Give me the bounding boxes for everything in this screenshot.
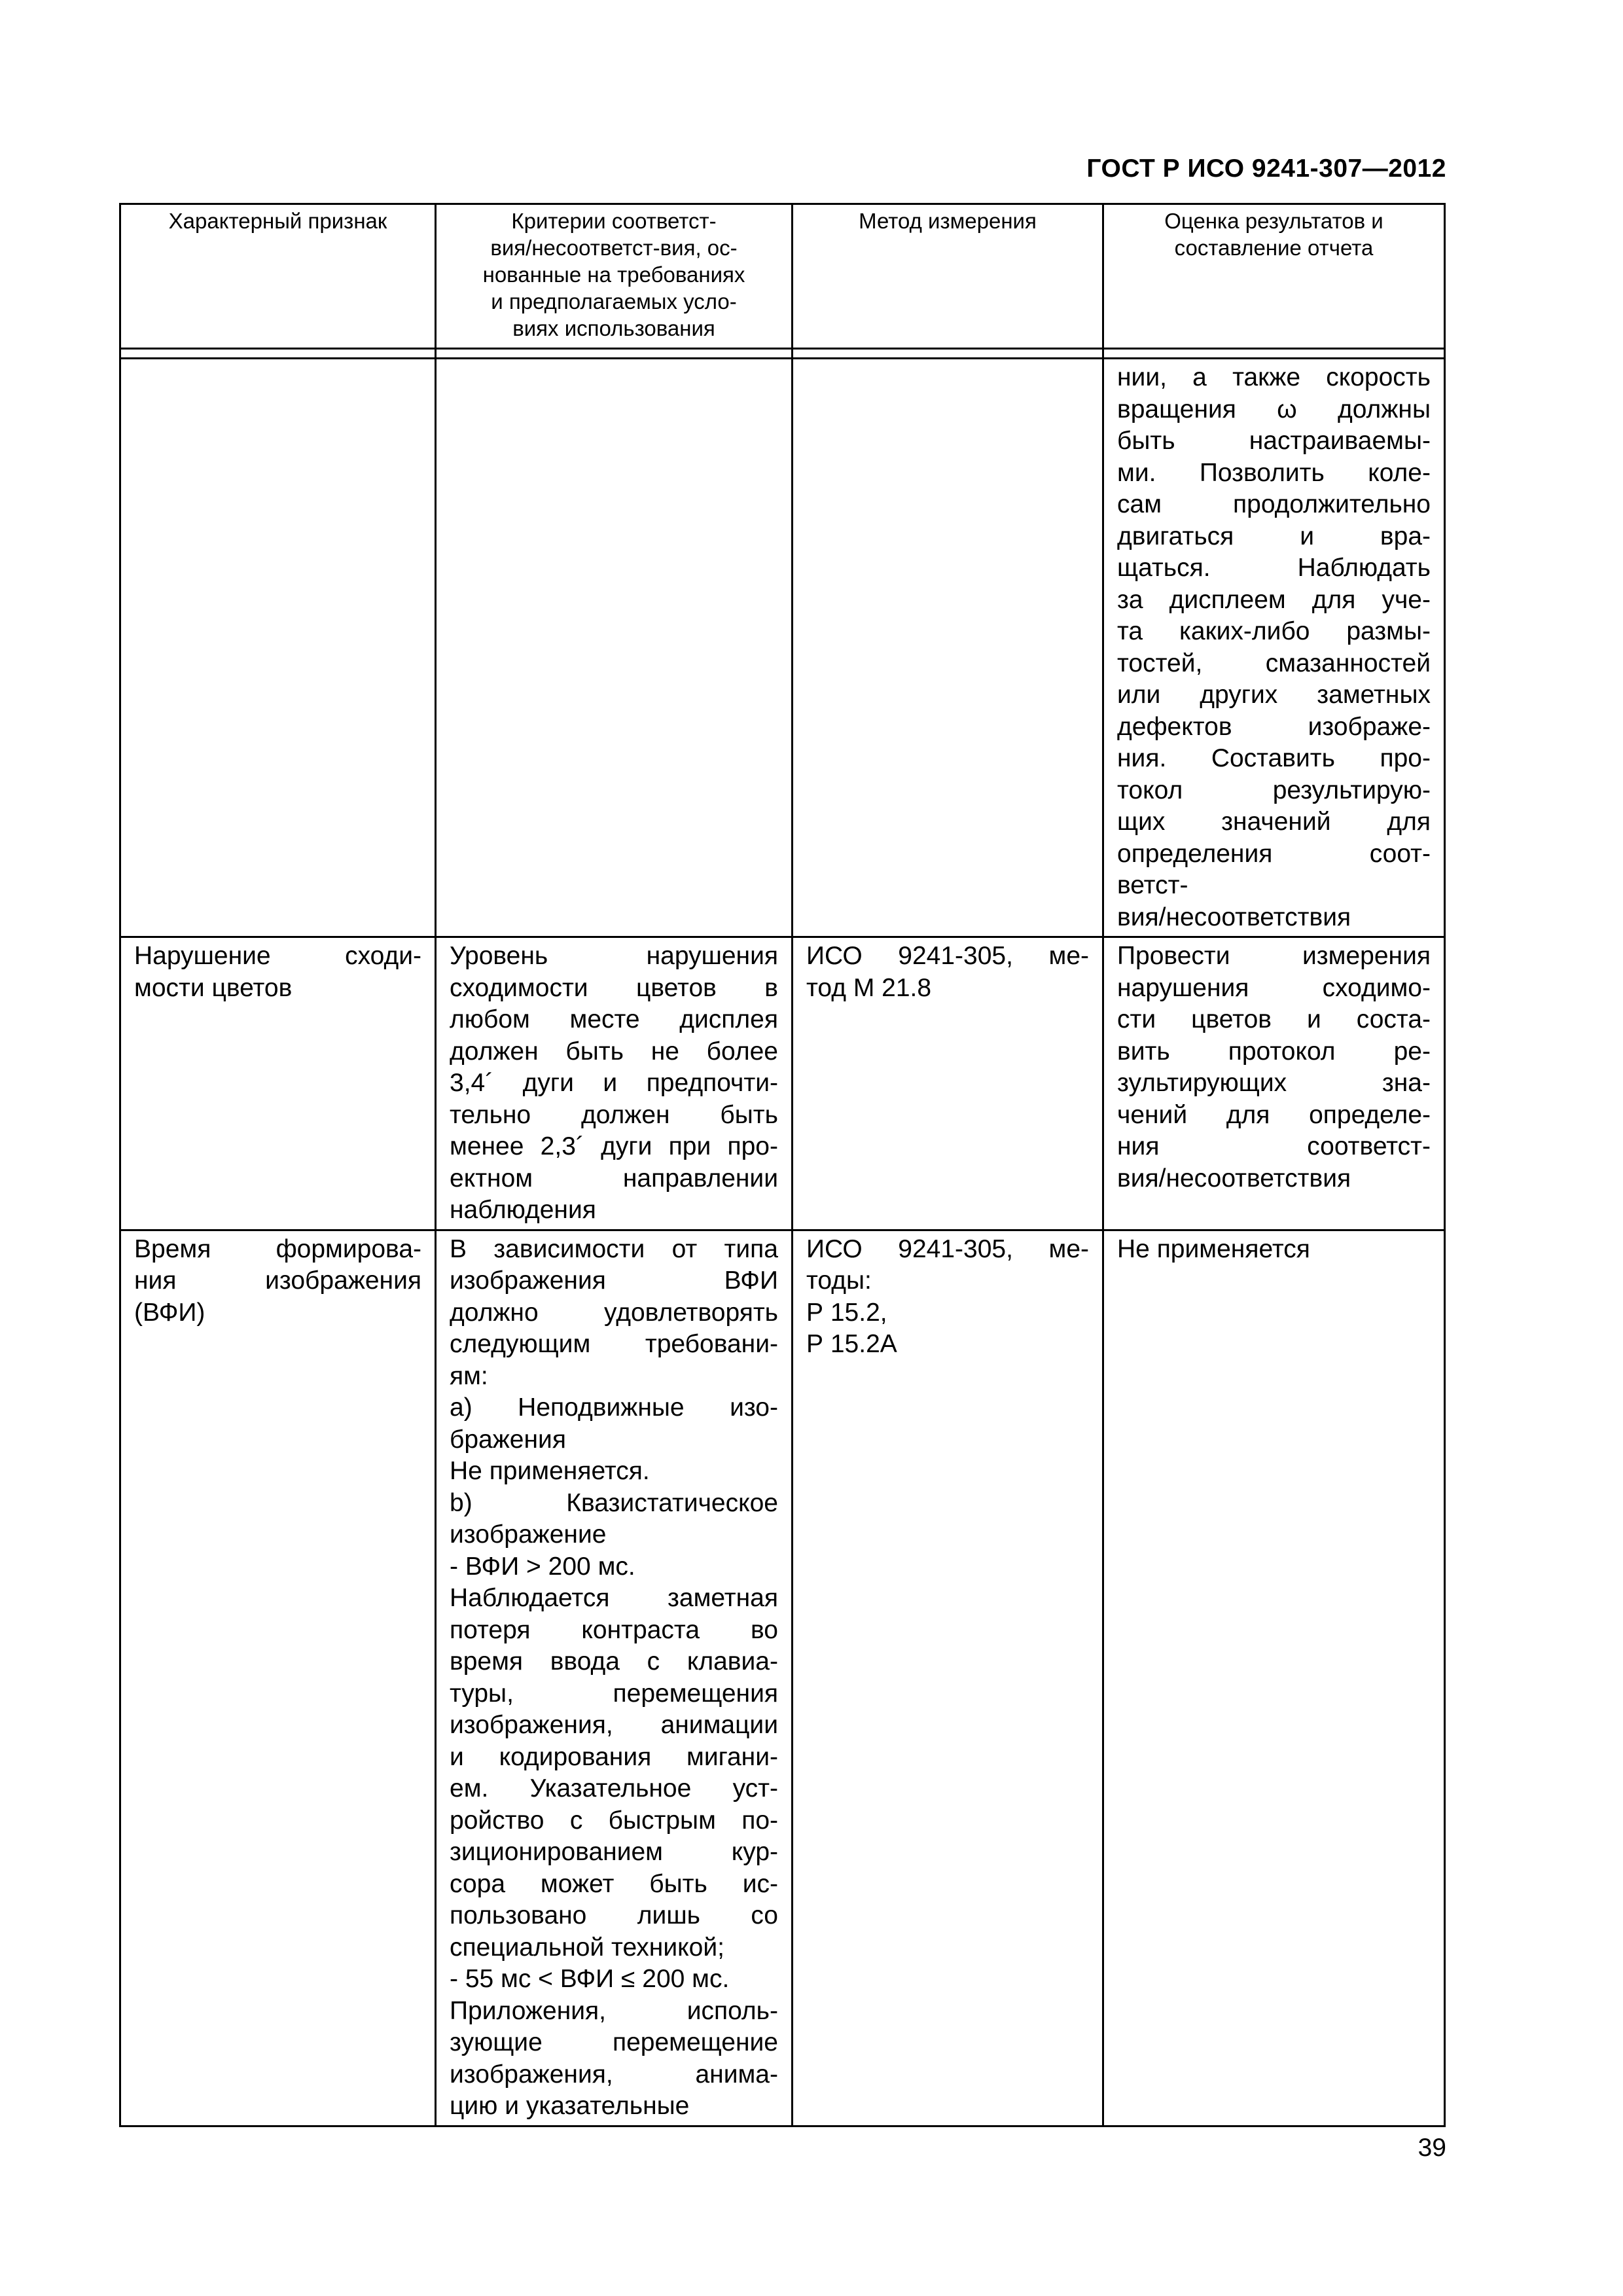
cell-text-line: за дисплеем для уче- (1117, 585, 1431, 614)
cell-text-line: Не применяется. (450, 1457, 650, 1485)
cell-text-line: специальной техникой; (450, 1933, 724, 1962)
cell-text-line: ИСО 9241-305, ме- (806, 942, 1089, 970)
column-header-line: Метод измерения (859, 209, 1037, 233)
column-header-method (793, 204, 1103, 349)
cell-criteria (436, 937, 793, 1230)
cell-text-line: любом месте дисплея (450, 1005, 778, 1033)
cell-text-line: двигаться и вра- (1117, 522, 1431, 550)
cell-text-line: зиционированием кур- (450, 1838, 778, 1866)
cell-text-line: вить протокол ре- (1117, 1037, 1431, 1066)
cell-criteria (436, 1230, 793, 2126)
cell-text-line: - ВФИ > 200 мс. (450, 1552, 635, 1581)
column-header-line: Характерный признак (168, 209, 387, 233)
cell-text-line: тостей, смазанностей (1117, 649, 1431, 677)
cell-text-line: изображения ВФИ (450, 1266, 778, 1295)
cell-feature (120, 1230, 436, 2126)
column-header-line: Критерии соответст- (511, 209, 717, 233)
page-number: 39 (1418, 2134, 1446, 2162)
table-row (120, 359, 1445, 937)
cell-text-line: Наблюдается заметная (450, 1584, 778, 1612)
cell-text-line: щих значений для (1117, 808, 1431, 836)
cell-criteria (436, 359, 793, 937)
cell-text-line: вия/несоответствия (1117, 903, 1351, 931)
cell-text-line: b) Квазистатическое (450, 1488, 778, 1517)
column-header-line: составление отчета (1174, 236, 1374, 260)
cell-text-line: мости цветов (134, 973, 293, 1002)
cell-text-line: ИСО 9241-305, ме- (806, 1234, 1089, 1263)
cell-text-line: ния изображения (134, 1266, 421, 1295)
cell-method (793, 1230, 1103, 2126)
cell-text-line: токол результирую- (1117, 776, 1431, 804)
cell-text-line: ем. Указательное уст- (450, 1774, 778, 1803)
cell-evaluation (1103, 359, 1445, 937)
cell-text-line: Провести измерения (1117, 942, 1431, 970)
cell-feature (120, 359, 436, 937)
cell-text-line: менее 2,3´ дуги при про- (450, 1132, 778, 1160)
column-header-feature (120, 204, 436, 349)
cell-text-line: тоды: (806, 1266, 872, 1295)
cell-text-line: ветст- (1117, 871, 1188, 899)
cell-text-line: пользовано лишь со (450, 1901, 778, 1929)
cell-text-line: определения соот- (1117, 839, 1431, 868)
cell-text-line: ния соответст- (1117, 1132, 1431, 1160)
cell-text-line: сам продолжительно (1117, 490, 1431, 518)
column-header-evaluation (1103, 204, 1445, 349)
cell-text-line: сходимости цветов в (450, 973, 778, 1002)
cell-text-line: изображения, анима- (450, 2060, 778, 2089)
cell-text-line: цию и указательные (450, 2092, 690, 2120)
cell-text-line: ектном направлении (450, 1164, 778, 1193)
cell-text-line: ми. Позволить коле- (1117, 458, 1431, 487)
cell-text-line: быть настраиваемы- (1117, 427, 1431, 455)
cell-method (793, 937, 1103, 1230)
column-header-line: Оценка результатов и (1164, 209, 1383, 233)
cell-text-line: (ВФИ) (134, 1298, 205, 1327)
cell-text-line: вия/несоответствия (1117, 1164, 1351, 1193)
cell-text-line: тельно должен быть (450, 1100, 778, 1129)
column-header-criteria (436, 204, 793, 349)
cell-method (793, 359, 1103, 937)
table-header-row (120, 204, 1445, 349)
cell-text-line: В зависимости от типа (450, 1234, 778, 1263)
cell-text-line: сора может быть ис- (450, 1869, 778, 1898)
cell-text-line: и кодирования мигани- (450, 1742, 778, 1771)
cell-text-line: Р 15.2А (806, 1330, 897, 1358)
table-body (120, 359, 1445, 2126)
cell-feature (120, 937, 436, 1230)
cell-text-line: бражения (450, 1425, 566, 1454)
cell-text-line: Не применяется (1117, 1234, 1310, 1263)
cell-text-line: Р 15.2, (806, 1298, 887, 1327)
cell-text-line: дефектов изображе- (1117, 712, 1431, 741)
header-separator (120, 349, 1445, 359)
cell-text-line: тод М 21.8 (806, 973, 932, 1002)
column-header-line: нованные на требованиях (482, 262, 745, 287)
cell-text-line: нии, а также скорость (1117, 363, 1431, 391)
cell-text-line: а) Неподвижные изо- (450, 1393, 778, 1422)
cell-text-line: ния. Составить про- (1117, 744, 1431, 772)
cell-text-line: туры, перемещения (450, 1679, 778, 1708)
cell-text-line: ям: (450, 1361, 488, 1390)
cell-text-line: щаться. Наблюдать (1117, 554, 1431, 582)
cell-text-line: изображения, анимации (450, 1711, 778, 1739)
cell-text-line: вращения ω должны (1117, 395, 1431, 423)
cell-evaluation (1103, 1230, 1445, 2126)
column-header-line: и предполагаемых усло- (491, 289, 737, 314)
cell-text-line: зующие перемещение (450, 2028, 778, 2056)
cell-evaluation (1103, 937, 1445, 1230)
cell-text-line: следующим требовани- (450, 1330, 778, 1358)
cell-text-line: нарушения сходимо- (1117, 973, 1431, 1002)
table-row (120, 937, 1445, 1230)
cell-text-line: чений для определе- (1117, 1100, 1431, 1129)
cell-text-line: - 55 мс < ВФИ ≤ 200 мс. (450, 1965, 730, 1993)
cell-text-line: зультирующих зна- (1117, 1069, 1431, 1097)
cell-text-line: наблюдения (450, 1196, 596, 1224)
cell-text-line: ройство с быстрым по- (450, 1806, 778, 1835)
cell-text-line: сти цветов и соста- (1117, 1005, 1431, 1033)
cell-text-line: Время формирова- (134, 1234, 421, 1263)
cell-text-line: должно удовлетворять (450, 1298, 778, 1327)
cell-text-line: Уровень нарушения (450, 942, 778, 970)
cell-text-line: та каких-либо размы- (1117, 617, 1431, 645)
cell-text-line: должен быть не более (450, 1037, 778, 1066)
column-header-line: виях использования (512, 316, 715, 340)
requirements-table (119, 203, 1446, 2127)
column-header-line: вия/несоответст-вия, ос- (490, 236, 738, 260)
cell-text-line: 3,4´ дуги и предпочти- (450, 1069, 778, 1097)
cell-text-line: Нарушение сходи- (134, 942, 421, 970)
cell-text-line: изображение (450, 1520, 607, 1549)
cell-text-line: Приложения, исполь- (450, 1996, 778, 2025)
cell-text-line: время ввода с клавиа- (450, 1647, 778, 1676)
cell-text-line: потеря контраста во (450, 1615, 778, 1644)
cell-text-line: или других заметных (1117, 681, 1431, 709)
document-header: ГОСТ Р ИСО 9241-307—2012 (1086, 154, 1446, 183)
table-row (120, 1230, 1445, 2126)
